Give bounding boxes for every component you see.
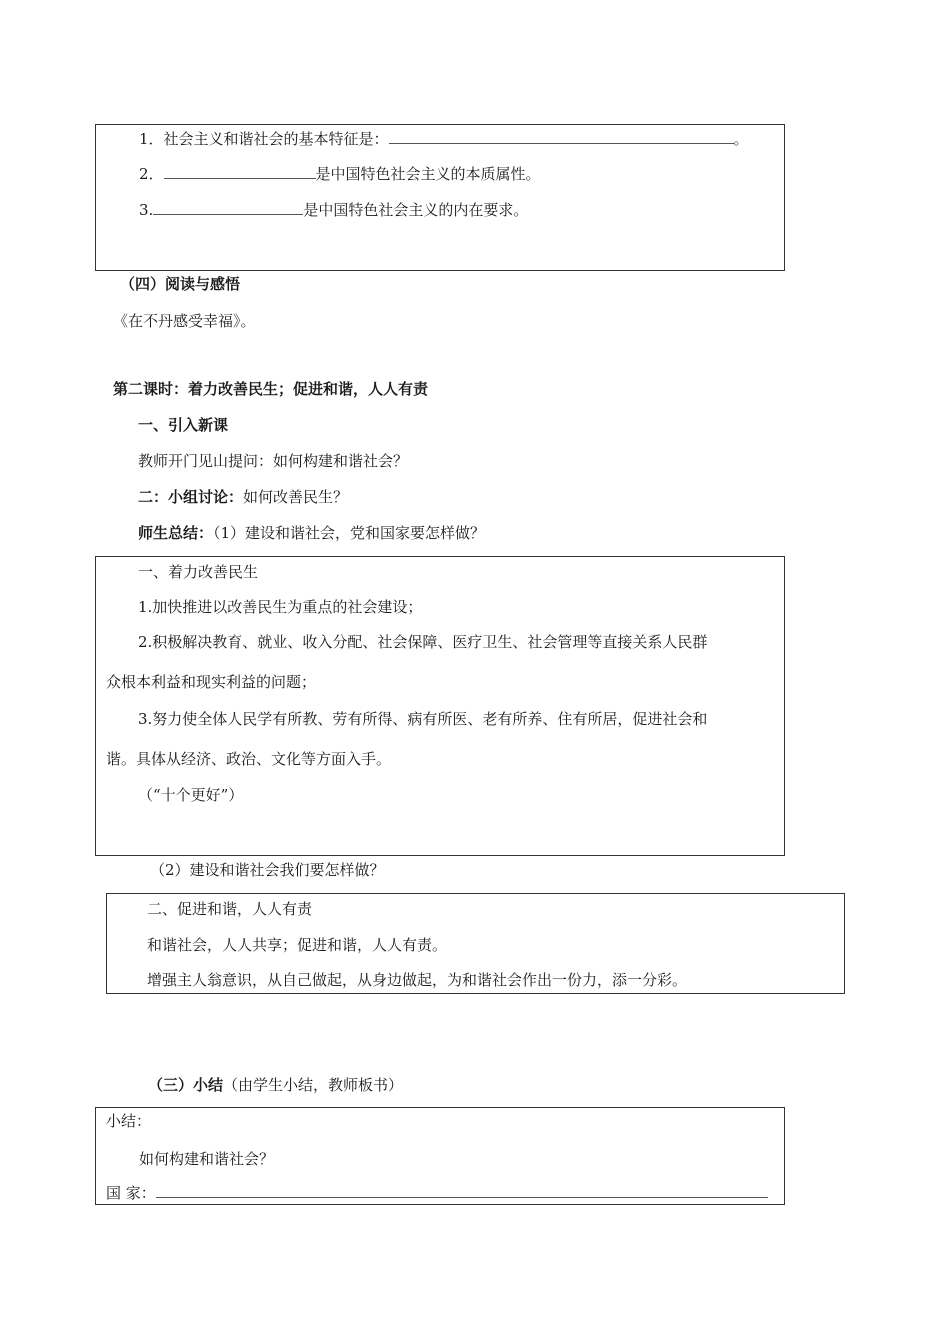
box2-note: （“十个更好”） (138, 786, 244, 804)
box2-item-2a: 2.积极解决教育、就业、收入分配、社会保障、医疗卫生、社会管理等直接关系人民群 (138, 633, 708, 651)
question-2: （2）建设和谐社会我们要怎样做？ (150, 861, 385, 879)
box2-item-1: 1.加快推进以改善民生为重点的社会建设； (138, 598, 423, 616)
blank-3[interactable] (153, 200, 303, 215)
lesson-title: 第二课时：着力改善民生；促进和谐，人人有责 (113, 380, 429, 398)
box2-item-3b: 谐。具体从经济、政治、文化等方面入手。 (106, 750, 392, 768)
summary-box (95, 1107, 785, 1205)
country-blank[interactable] (156, 1183, 768, 1198)
fill-line-1: 1．社会主义和谐社会的基本特征是： 。 (139, 130, 749, 148)
improve-livelihood-box (95, 556, 785, 856)
box2-item-2b: 众根本利益和现实利益的问题； (106, 673, 317, 691)
fill-line-3: 3. 是中国特色社会主义的内在要求。 (139, 201, 529, 219)
reading-title: 《在不丹感受幸福》。 (113, 312, 256, 330)
box2-heading: 一、着力改善民生 (138, 563, 259, 581)
box3-line-1: 和谐社会，人人共享；促进和谐，人人有责。 (147, 936, 448, 954)
blank-2[interactable] (164, 164, 316, 179)
intro-text: 教师开门见山提问：如何构建和谐社会？ (138, 452, 409, 470)
box2-item-3a: 3.努力使全体人民学有所教、劳有所得、病有所医、老有所养、住有所居，促进社会和 (138, 710, 708, 728)
blank-1[interactable] (389, 129, 734, 144)
section-heading-reading: （四）阅读与感悟 (120, 275, 241, 293)
summary-line: 师生总结：（1）建设和谐社会，党和国家要怎样做？ (138, 524, 486, 542)
box3-heading: 二、促进和谐，人人有责 (147, 900, 313, 918)
summary-label: 小结： (106, 1112, 152, 1130)
summary-question: 如何构建和谐社会？ (139, 1150, 275, 1168)
summary-heading-line: （三）小结（由学生小结，教师板书） (148, 1076, 404, 1094)
fill-line-2: 2． 是中国特色社会主义的本质属性。 (139, 165, 541, 183)
fill-in-box (95, 124, 785, 271)
discussion-line: 二：小组讨论：如何改善民生？ (138, 488, 349, 506)
promote-harmony-box (106, 893, 845, 994)
box3-line-2: 增强主人翁意识，从自己做起，从身边做起，为和谐社会作出一份力，添一分彩。 (147, 971, 688, 989)
intro-heading: 一、引入新课 (138, 416, 229, 434)
country-line: 国 家： (106, 1183, 768, 1203)
